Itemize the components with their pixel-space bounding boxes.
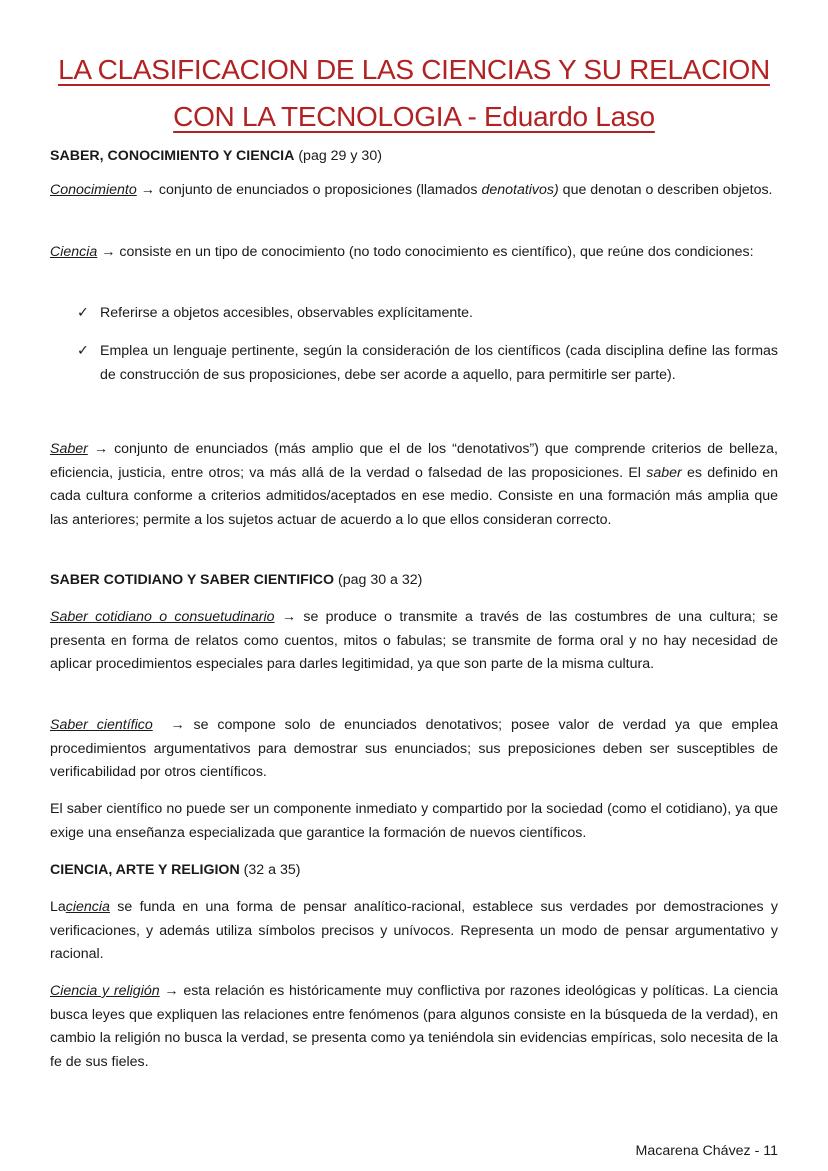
paragraph-text: se compone solo de enunciados denotativos; posee valor de verdad ya que emplea procedimientos argumentativos para demostrar sus enunciados; sus preposiciones deben ser susceptibles de verificabilidad por otros científicos.: [50, 717, 778, 780]
term-saber: Saber: [50, 441, 88, 457]
paragraph-text: El saber científico no puede ser un componente inmediato y compartido por la sociedad (como el cotidiano), ya que exige una enseñanza especializada que garantice la formación de nuevos científicos.: [50, 801, 778, 841]
paragraph-cientifico-note: [50, 798, 778, 845]
term-ciencia-religion: Ciencia y religión: [50, 983, 160, 999]
term-la-ciencia: ciencia: [65, 899, 110, 915]
paragraph-text: La: [50, 899, 66, 915]
arrow-icon: →: [164, 983, 179, 999]
paragraph-text: se funda en una forma de pensar analítico-racional, establece sus verdades por demostraciones y verificaciones, y además utiliza símbolos precisos y unívocos. Representa un modo de pensar argumentativo y racional.: [50, 899, 778, 962]
list-item-text: Emplea un lenguaje pertinente, según la consideración de los científicos (cada disciplina define las formas de construcción de sus proposiciones, debe ser acorde a aquello, para permitirle ser parte).: [100, 343, 778, 383]
document-title-line-1: LA CLASIFICACION DE LAS CIENCIAS Y SU RELACION: [58, 54, 770, 85]
section-pages: (pag 29 y 30): [298, 148, 382, 164]
term-saber-cotidiano: Saber cotidiano o consuetudinario: [50, 609, 275, 625]
list-item: [50, 302, 778, 326]
page-footer: Macarena Chávez - 11: [635, 1143, 778, 1159]
paragraph-text: que denotan o describen objetos.: [558, 182, 773, 198]
condition-list-2: [50, 340, 778, 387]
section-saber-conocimiento-heading: [50, 145, 778, 169]
paragraph-text: se produce o transmite a través de las costumbres de una cultura; se presenta en forma de relatos como cuentos, mitos o fabulas; se transmite de forma oral y no hay necesidad de aplicar procedimientos especiales para darles legitimidad, ya que son parte de la misma cultura.: [50, 609, 778, 672]
arrow-icon: →: [140, 182, 155, 198]
section-pages: (pag 30 a 32): [338, 572, 423, 588]
paragraph-la-ciencia: [50, 896, 778, 967]
arrow-icon: →: [101, 244, 116, 260]
term-ciencia: Ciencia: [50, 244, 98, 260]
condition-list: [50, 302, 778, 326]
arrow-icon: →: [281, 609, 297, 625]
list-item-text: Referirse a objetos accesibles, observables explícitamente.: [100, 305, 474, 321]
italic-text: saber: [646, 464, 682, 481]
paragraph-saber-cientifico: [50, 714, 778, 785]
section-heading: SABER, CONOCIMIENTO Y CIENCIA: [50, 148, 295, 164]
paragraph-text: esta relación es históricamente muy conflictiva por razones ideológicas y políticas. La ciencia busca leyes que expliquen las relaciones entre fenómenos (para algunos consiste en la búsqueda de la verdad), en cambio la religión no busca la verdad, se presenta como ya teniéndola sin evidencias empíricas, solo necesita de la fe de sus fieles.: [50, 983, 778, 1070]
section-ciencia-arte-heading: [50, 859, 778, 883]
arrow-icon: →: [93, 441, 109, 457]
paragraph-text: es definido en cada cultura conforme a criterios admitidos/aceptados en ese medio. Consiste en una formación más amplia que las anteriores; permite a los sujetos actuar de acuerdo a lo que ellos consideran correcto.: [50, 464, 779, 528]
arrow-icon: →: [170, 717, 185, 733]
paragraph-text: conjunto de enunciados (más amplio que el de los “denotativos”) que comprende criterios de belleza, eficiencia, justicia, entre otros; va más allá de la verdad o falsedad de las proposiciones. El: [50, 441, 778, 481]
section-saber-cotidiano-heading: [50, 569, 778, 593]
checkmark-icon: ✓: [77, 343, 89, 359]
paragraph-conocimiento: [50, 179, 778, 203]
paragraph-saber-cotidiano: [50, 606, 778, 677]
paragraph-ciencia: [50, 241, 778, 265]
checkmark-icon: ✓: [77, 305, 89, 321]
section-pages: (32 a 35): [243, 862, 301, 878]
term-saber-cientifico: Saber científico: [50, 717, 153, 733]
paragraph-text: consiste en un tipo de conocimiento (no todo conocimiento es científico), que reúne dos condiciones:: [119, 244, 754, 260]
document-title-line-2: CON LA TECNOLOGIA - Eduardo Laso: [173, 101, 655, 132]
italic-text: denotativos): [481, 182, 559, 198]
paragraph-text: conjunto de enunciados o proposiciones (llamados: [158, 182, 482, 198]
section-heading: CIENCIA, ARTE Y RELIGION: [50, 862, 240, 878]
paragraph-ciencia-religion: [50, 980, 778, 1074]
paragraph-saber: [50, 438, 778, 532]
section-heading: SABER COTIDIANO Y SABER CIENTIFICO: [50, 572, 335, 588]
term-conocimiento: Conocimiento: [50, 182, 137, 198]
list-item: [50, 340, 778, 387]
